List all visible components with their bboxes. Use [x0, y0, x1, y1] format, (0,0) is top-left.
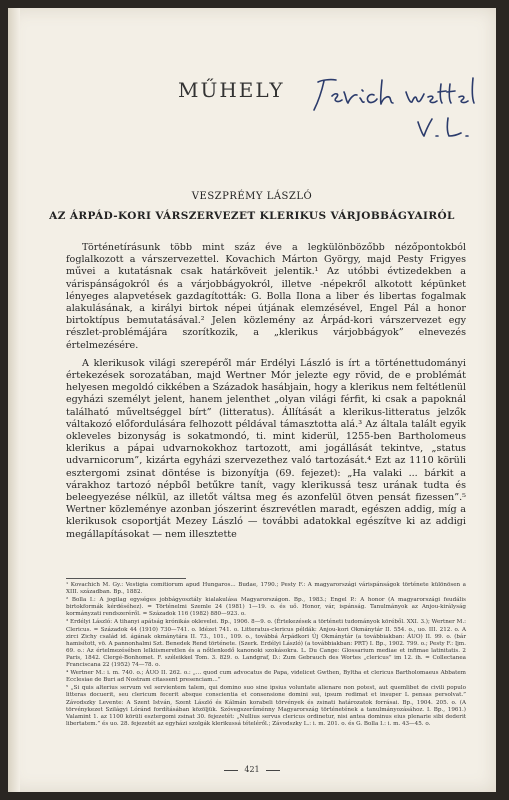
handwritten-signature	[278, 70, 498, 140]
section-heading: MŰHELY	[178, 78, 285, 102]
footnote: ⁴ Wertner M.: i. m. 740. o.; ÁUO II. 262. o.: „... quod cum advocatus de Papa, videlicet Gwthen, Byltha et clericus Bartholomaeus Abbatem Ecclesiae de Buri ad Nostram citassent presenciam...”	[66, 670, 466, 684]
article-title: AZ ÁRPÁD-KORI VÁRSZERVEZET KLERIKUS VÁRJOBBÁGYAIRÓL	[49, 210, 455, 222]
footnote: ² Bolla I.: A jogilag egységes jobbágyosztály kialakulása Magyarországon. Bp., 1983.; Engel P.: A honor (A magyarországi feudális birtokformák kérdéséhez). = Történelmi Szemle 24 (1981) 1—19. o. és uő. Honor, vár, ispánság. Tanulmányok az Anjou-királyság kormányzati rendszeréről. = Századok 116 (1982) 880—923. o.	[66, 597, 466, 618]
body-paragraph: A klerikusok világi szerepéről már Erdélyi László is írt a történettudományi értekezések sorozatában, majd Wertner Mór jelezte egy rövid, de e problémát helyesen megoldó cikkében a Századok hasábjain, hogy a klerikus nem feltétlenül egyházi személyt jelent, hanem jelenthet „olyan világi férfit, ki csak a papoknál található műveltséggel bírt” (litteratus). Állítását a klerikus-litteratus jelzők váltakozó előfordulására felhozott példával támasztotta alá.³ Az általa talált egyik okleveles bizonyság is sokatmondó, ti. mint kiderül, 1255-ben Bartholomeus klerikus a pápai udvarnokokhoz tartozott, ami jogállását tekintve, „status udvarnicorum”, kizárta egyházi szervezethez való tartozását.⁴ Ezt az 1110 körüli esztergomi zsinat döntése is bizonyítja (69. fejezet): „Ha valaki ... bárkit a várakhoz tartozó népből betűkre tanít, vagy klerikussá tesz urának tudta és beleegyezése nélkül, az illetőt váltsa meg és azonfelül ötven pensát fizessen”.⁵ Wertner közleménye azonban jószerint észrevétlen maradt, egészen addig, míg a klerikusok csoportját Mezey László — további adatokkal egészítve ki az addigi megállapításokat — nem illesztette	[66, 357, 466, 540]
page-number-dash	[224, 770, 238, 771]
footnote: ¹ Kovachich M. Gy.: Vestigia comitiorum apud Hungaros... Budae, 1790.; Pesty F.: A magyarországi várispánságok története különösen a XIII. században. Bp., 1882.	[66, 582, 466, 596]
footnote: ³ Erdélyi László: A tihanyi apátság krónikás oklevelei. Bp., 1906. 8—9. o. (Értekezések a történeti tudományok köréből. XXI. 3.); Wertner M.: Clericus. = Századok 44 (1910) 730—741. o. Idézet 741. o. Litteratus-clericus példák: Anjou-kori Okmánytár II. 554. o., uo. III. 212. o. A zirci Zichy család id. ágának okmánytára II. 73., 101., 109. o., továbbá Árpádkori Új Okmánytár (a továbbiakban: ÁUO) II. 99. o. (bár hamisított, vö. A pannonhalmi Szt. Benedek Rend története. (Szerk. Erdélyi László) (a továbbiakban: PRT) I. Bp., 1902. 799. o.; Pesty F.: Ijm. 69. o.: Az értelmezésében lelkiismeretlen és a nőtlenkedő kanonoki szokásokra. L. Du Cange: Glossarium mediae et infimae latinitatis. 2 Paris, 1842. Clergé-Bonhomet. F. széleikkel Tom. 3. 829. o. Landgraf, D.: Zum Gebrauch des Wortes „clericus” im 12. ih. = Collectanea Franciscana 22 (1952) 74—78. o.	[66, 619, 466, 669]
body-paragraph: Történetírásunk több mint száz éve a legkülönbözőbb nézőpontokból foglalkozott a várszervezettel. Kovachich Márton György, majd Pesty Frigyes művei a kutatásnak csak határköveit jelentik.¹ Az utóbbi évtizedekben a várispánságokról és a várjobbágyokról, illetve -népekről alkotott képünket lényeges alapvetések gazdagították: G. Bolla Ilona a liber és libertas fogalmak alakulásának, a királyi birtok népei útjának elemzésével, Engel Pál a honor birtoktípus bemutatásával.² Jelen közlemény az Árpád-kori várszervezet egy részlet-problémájára szorítkozik, a „klerikus várjobbágyok” elnevezés értelmezésére.	[66, 242, 466, 351]
handwritten-annotation	[278, 70, 498, 140]
page-number-dash	[266, 770, 280, 771]
footnote: ⁵ „Si quis alterius servum vel servientem talem, qui domino suo sine ipsius voluntate alienare non potest, aut quemlibet de civili populo litteras docuerit, seu clericum fecerit absque conscientia et consensione domini sui, ipsum redimat et insuper L pensas persolvat.” Závodszky Levente: A Szent István, Szent László és Kálmán korabeli törvények és zsinati határozatok forrásai. Bp., 1904. 205. o. (A törvénykezet Szilágyi Lóránd fordításában közöljük. Szóvegszerűménny Magyarország történetének a tanulmányozásához. I. Bp., 1961.) Valamint 1. az 1100 körüli esztergomi zsinat 30. fejezetét: „Nullius servus clericus ordinetur, nisi antea dominus eius plenarie sibi dederit libertatem.” és uo. 28. fejezetét az egyházi szolgák klerikussá tételéről.; Závodszky L.: i. m. 201. o. és G. Bolla I.: i. m. 43—45. o.	[66, 685, 466, 727]
page-binding-edge	[8, 8, 20, 792]
footnotes	[66, 582, 466, 729]
article-author: VESZPRÉMY LÁSZLÓ	[191, 191, 313, 202]
document-page	[8, 8, 496, 792]
article-body	[66, 242, 466, 547]
page-number-value: 421	[244, 765, 260, 774]
footnote-divider	[66, 578, 186, 579]
page-number	[8, 765, 496, 774]
